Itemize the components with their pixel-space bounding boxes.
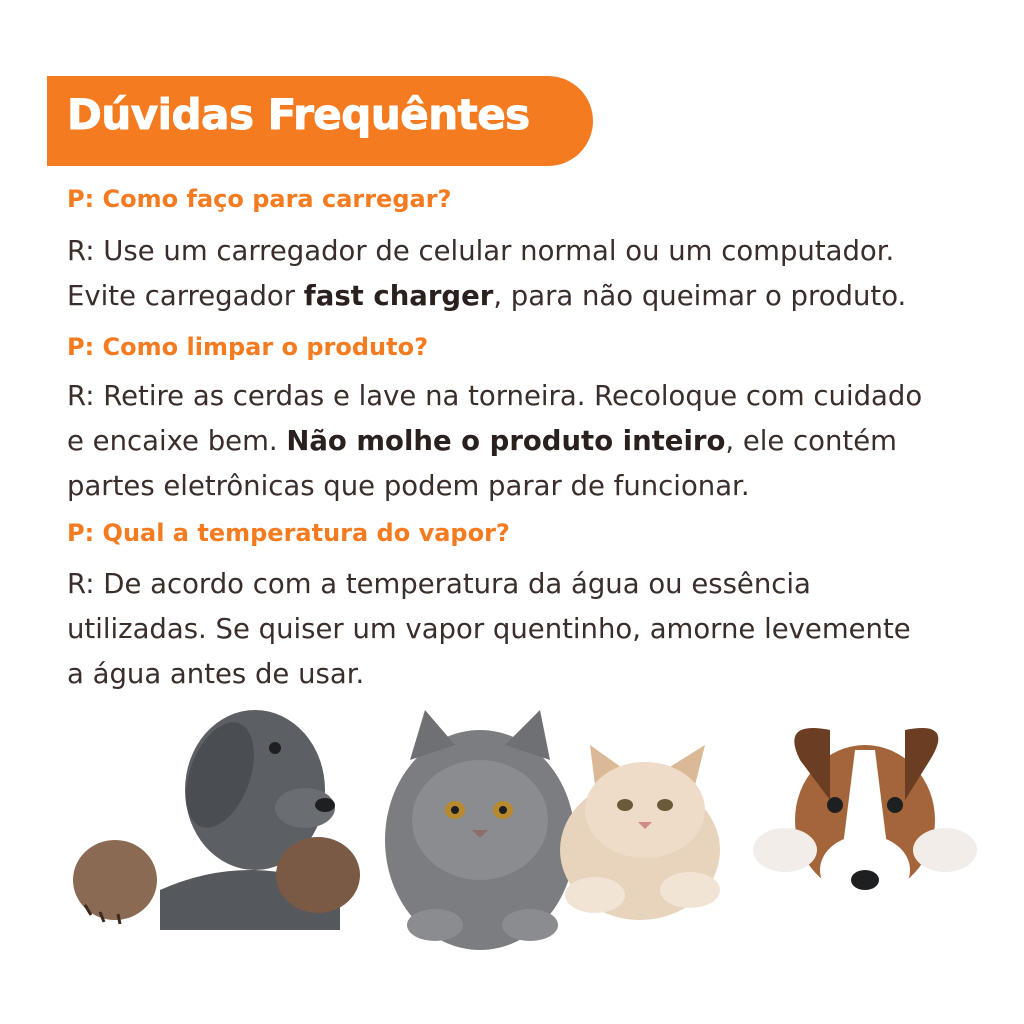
answer-text: Evite carregador	[67, 280, 304, 312]
faq-answer-3	[67, 562, 987, 697]
answer-text: e encaixe bem.	[67, 425, 287, 457]
faq-answer-1	[67, 229, 987, 319]
answer-line: utilizadas. Se quiser um vapor quentinho, amorne levemente	[67, 613, 911, 645]
answer-line: a água antes de usar.	[67, 658, 365, 690]
answer-line	[67, 274, 987, 319]
faq-header-banner	[47, 76, 593, 166]
cream-kitten-icon	[560, 745, 720, 920]
answer-text: , ele contém	[725, 425, 897, 457]
faq-answer-2	[67, 374, 987, 509]
pets-illustration	[40, 690, 990, 960]
page-title: Dúvidas Frequêntes	[67, 90, 530, 139]
answer-emphasis: fast charger	[303, 280, 494, 312]
faq-question-1: P: Como faço para carregar?	[67, 185, 452, 213]
answer-line: R: De acordo com a temperatura da água ou essência	[67, 568, 811, 600]
answer-line: R: Use um carregador de celular normal ou um computador.	[67, 235, 895, 267]
faq-question-2: P: Como limpar o produto?	[67, 333, 429, 361]
answer-text: , para não queimar o produto.	[493, 280, 907, 312]
gray-puppy-icon	[73, 710, 360, 930]
answer-line: R: Retire as cerdas e lave na torneira. Recoloque com cuidado	[67, 380, 923, 412]
gray-kitten-icon	[385, 710, 575, 950]
answer-line	[67, 419, 987, 464]
faq-question-3: P: Qual a temperatura do vapor?	[67, 519, 510, 547]
beagle-puppy-icon	[753, 728, 977, 905]
answer-emphasis: Não molhe o produto inteiro	[286, 425, 726, 457]
answer-line: partes eletrônicas que podem parar de funcionar.	[67, 470, 750, 502]
